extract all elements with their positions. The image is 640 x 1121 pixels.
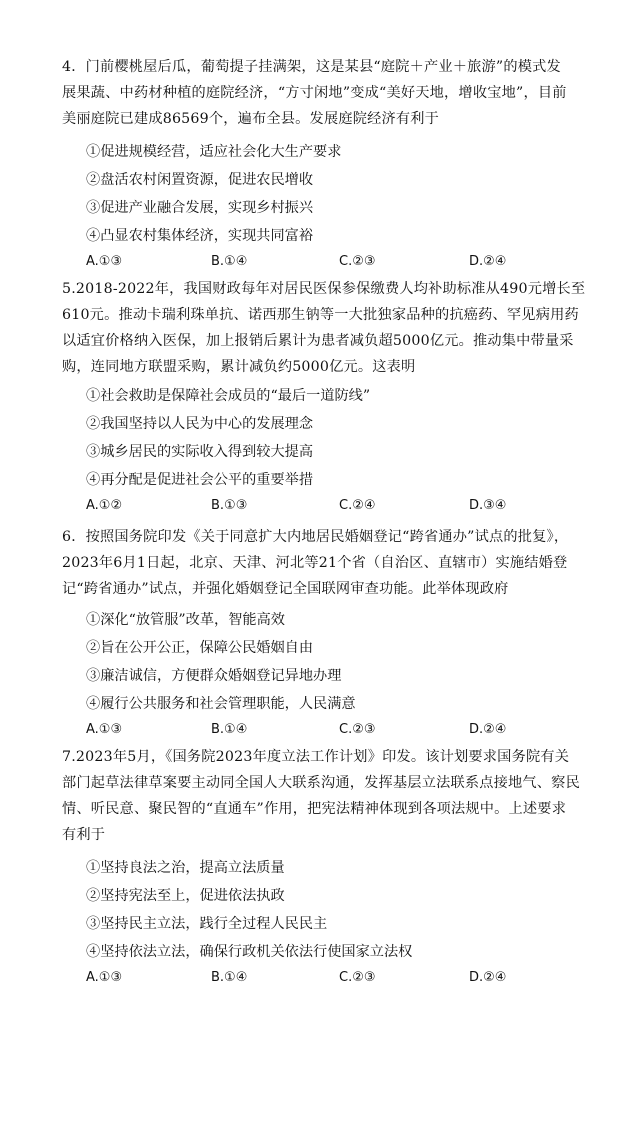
- stem-line: 以适宜价格纳入医保，加上报销后累计为患者减负超5000亿元。推动集中带量采: [62, 333, 574, 349]
- choice-a[interactable]: A.①③: [86, 970, 123, 985]
- question-4: [62, 54, 602, 274]
- choice-d[interactable]: D.②④: [469, 254, 507, 269]
- question-stem: [62, 524, 602, 602]
- answer-choices: [62, 966, 602, 990]
- stem-line: 7.2023年5月，《国务院2023年度立法工作计划》印发。该计划要求国务院有关: [62, 749, 570, 765]
- stem-line: 4．门前樱桃屋后瓜，葡萄提子挂满架，这是某县“庭院＋产业＋旅游”的模式发: [62, 59, 561, 75]
- choice-c[interactable]: C.②④: [339, 498, 376, 513]
- statement-2: ②我国坚持以人民为中心的发展理念: [86, 416, 314, 432]
- stem-line: 2023年6月1日起，北京、天津、河北等21个省（自治区、直辖市）实施结婚登: [62, 555, 568, 571]
- choice-c[interactable]: C.②③: [339, 722, 376, 737]
- stem-line: 购，连同地方联盟采购，累计减负约5000亿元。这表明: [62, 359, 416, 375]
- statement-3: ③廉洁诚信，方便群众婚姻登记异地办理: [86, 668, 342, 684]
- statement-3: ③坚持民主立法，践行全过程人民民主: [86, 916, 328, 932]
- question-stem: [62, 744, 602, 848]
- statement-1: ①深化“放管服”改革，智能高效: [86, 612, 285, 628]
- question-stem: [62, 54, 602, 132]
- stem-line: 有利于: [62, 827, 106, 843]
- stem-line: 展果蔬、中药材种植的庭院经济，“方寸闲地”变成“美好天地，增收宝地”，目前: [62, 85, 567, 101]
- statement-2: ②盘活农村闲置资源，促进农民增收: [86, 172, 314, 188]
- choice-b[interactable]: B.①③: [211, 498, 248, 513]
- choice-c[interactable]: C.②③: [339, 970, 376, 985]
- answer-choices: [62, 718, 602, 742]
- choice-a[interactable]: A.①②: [86, 498, 123, 513]
- statement-4: ④再分配是促进社会公平的重要举措: [86, 472, 314, 488]
- choice-c[interactable]: C.②③: [339, 254, 376, 269]
- question-7: [62, 744, 602, 990]
- stem-line: 610元。推动卡瑞利珠单抗、诺西那生钠等一大批独家品种的抗癌药、罕见病用药: [62, 307, 579, 323]
- answer-choices: [62, 250, 602, 274]
- choice-d[interactable]: D.②④: [469, 722, 507, 737]
- statement-1: ①坚持良法之治，提高立法质量: [86, 860, 285, 876]
- answer-choices: [62, 494, 602, 518]
- choice-b[interactable]: B.①④: [211, 254, 248, 269]
- statement-1: ①促进规模经营，适应社会化大生产要求: [86, 144, 342, 160]
- choice-b[interactable]: B.①④: [211, 970, 248, 985]
- statement-3: ③促进产业融合发展，实现乡村振兴: [86, 200, 314, 216]
- choice-a[interactable]: A.①③: [86, 722, 123, 737]
- statement-4: ④坚持依法立法，确保行政机关依法行使国家立法权: [86, 944, 413, 960]
- question-stem: [62, 276, 602, 380]
- statement-4: ④履行公共服务和社会管理职能，人民满意: [86, 696, 356, 712]
- question-6: [62, 524, 602, 742]
- stem-line: 部门起草法律草案要主动同全国人大联系沟通，发挥基层立法联系点接地气、察民: [62, 775, 580, 791]
- choice-b[interactable]: B.①④: [211, 722, 248, 737]
- choice-d[interactable]: D.③④: [469, 498, 507, 513]
- question-5: [62, 276, 602, 518]
- statement-3: ③城乡居民的实际收入得到较大提高: [86, 444, 314, 460]
- stem-line: 6．按照国务院印发《关于同意扩大内地居民婚姻登记“跨省通办”试点的批复》，: [62, 529, 569, 545]
- choice-d[interactable]: D.②④: [469, 970, 507, 985]
- stem-line: 5.2018-2022年，我国财政每年对居民医保参保缴费人均补助标准从490元增长至: [62, 281, 586, 297]
- statement-2: ②旨在公开公正，保障公民婚姻自由: [86, 640, 314, 656]
- stem-line: 美丽庭院已建成86569个，遍布全县。发展庭院经济有利于: [62, 111, 440, 127]
- choice-a[interactable]: A.①③: [86, 254, 123, 269]
- statement-1: ①社会救助是保障社会成员的“最后一道防线”: [86, 388, 371, 404]
- statement-2: ②坚持宪法至上，促进依法执政: [86, 888, 285, 904]
- statement-4: ④凸显农村集体经济，实现共同富裕: [86, 228, 314, 244]
- stem-line: 记“跨省通办”试点，并强化婚姻登记全国联网审查功能。此举体现政府: [62, 581, 509, 597]
- stem-line: 情、听民意、聚民智的“直通车”作用，把宪法精神体现到各项法规中。上述要求: [62, 801, 567, 817]
